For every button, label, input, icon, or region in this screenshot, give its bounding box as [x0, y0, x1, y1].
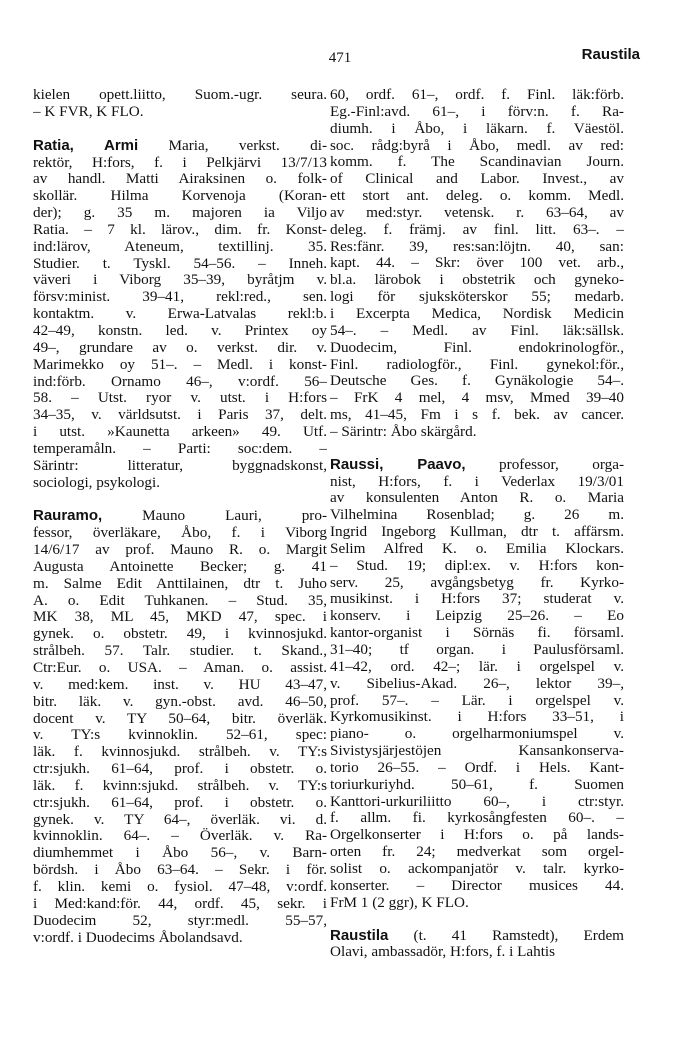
- entry-line: v. Sibelius-Akad. 26–, lektor 39–,: [330, 675, 624, 692]
- biography-entry: [330, 457, 624, 912]
- entry-line: – K FVR, K FLO.: [33, 103, 144, 120]
- entry-text: professor, orga-: [465, 456, 624, 473]
- entry-line: Vilhelmina Rosenblad; g. 26 m.: [330, 507, 624, 524]
- entry-continuation: [33, 87, 327, 121]
- entry-line: [330, 457, 624, 474]
- entry-headword: Raustila: [330, 927, 389, 944]
- entry-line: 31–40; tf organ. i Paulusförsaml.: [330, 642, 624, 658]
- entry-line: Studier. t. Tyskl. 54–56. – Inneh.: [33, 255, 327, 272]
- entry-line: der); g. 35 m. majoren ia Viljo: [33, 205, 327, 222]
- entry-line: – Särintr: Åbo skärgård.: [330, 423, 477, 440]
- entry-line: kvinnoklin. 64–. – Överläk. v. Ra-: [33, 828, 327, 845]
- entry-line: kontaktm. v. Erwa-Latvalas rekl:b.: [33, 306, 327, 323]
- entry-line: Orgelkonserter i H:fors o. på lands-: [330, 827, 624, 844]
- entry-headword: Rauramo,: [33, 508, 103, 525]
- entry-line: skollär. Hilma Korvenoja (Koran-: [33, 188, 327, 205]
- entry-line: ms, 41–45, Fm i s f. bek. av cancer.: [330, 407, 624, 424]
- entry-headword: Ratia, Armi: [33, 137, 139, 154]
- entry-line: rektör, H:fors, f. i Pelkjärvi 13/7/13: [33, 154, 327, 171]
- entry-line: Kanttori-urkuriliitto 60–, i ctr:styr.: [330, 793, 624, 810]
- entry-line: av med:styr. vetensk. r. 63–64, av: [330, 204, 624, 221]
- entry-line: sociologi, psykologi.: [33, 474, 160, 491]
- entry-line: ind:lärov, Ateneum, textillinj. 35.: [33, 238, 327, 255]
- entry-line: konserter. – Director musices 44.: [330, 877, 624, 894]
- entry-line: kielen opett.liitto, Suom.-ugr. seura.: [33, 87, 327, 103]
- entry-line: orten fr. 24; medverkat som orgel-: [330, 844, 624, 861]
- entry-line: m. Salme Edit Anttilainen, dtr t. Juho: [33, 575, 327, 592]
- entry-line: Eg.-Finl:avd. 61–, i förv:n. f. Ra-: [330, 103, 624, 120]
- entry-line: i Excerpta Medica, Nordisk Medicin: [330, 305, 624, 322]
- entry-line: 60, ordf. 61–, ordf. f. Finl. läk:förb.: [330, 87, 624, 103]
- running-head: Raustila: [581, 46, 640, 63]
- entry-line: bl.a. lärobok i obstetrik och gyneko-: [330, 272, 624, 289]
- entry-line: ctr:sjukh. 61–64, prof. i obstetr. o.: [33, 761, 327, 778]
- entry-line: diumhemmet i Åbo 56–, v. Barn-: [33, 845, 327, 862]
- entry-line: väveri i Viborg 35–39, byråtjm v.: [33, 272, 327, 289]
- biography-entry: [33, 508, 327, 946]
- entry-line: prof. 57–. – Lär. i orgelspel v.: [330, 692, 624, 709]
- entry-line: – FrK 4 mel, 4 msv, Mmed 39–40: [330, 390, 624, 407]
- entry-line: 42–49, konstn. led. v. Printex oy: [33, 322, 327, 339]
- entry-text: Maria, verkst. di-: [138, 137, 327, 154]
- entry-line: v. TY:s kvinnoklin. 52–61, spec:: [33, 727, 327, 744]
- entry-line: Sivistysjärjestöjen Kansankonserva-: [330, 743, 624, 760]
- entry-line: diumh. i Åbo, i läkarn. f. Väestöl.: [330, 120, 624, 137]
- entry-line: Duodecim 52, styr:medl. 55–57,: [33, 912, 327, 929]
- entry-line: toriurkuriyhd. 50–61, f. Suomen: [330, 776, 624, 793]
- page-number: 471: [328, 50, 352, 66]
- entry-line: 49–, grundare av o. verkst. dir. v.: [33, 339, 327, 356]
- entry-line: kapt. 44. – Skr: över 100 vet. arb.,: [330, 255, 624, 272]
- entry-line: [33, 508, 327, 525]
- entry-line: nist, H:fors, f. i Vederlax 19/3/01: [330, 473, 624, 490]
- entry-line: konserv. i Leipzig 25–26. – Eo: [330, 608, 624, 625]
- entry-text: Mauno Lauri, pro-: [102, 508, 327, 525]
- entry-line: bördsh. i Åbo 63–64. – Sekr. i för.: [33, 862, 327, 879]
- entry-line: gynek. o. obstetr. 49, i kvinnosjukd.: [33, 626, 327, 643]
- entry-line: A. o. Edit Tuhkanen. – Stud. 35,: [33, 592, 327, 609]
- entry-line: logi för sjuksköterskor 55; medarb.: [330, 289, 624, 306]
- entry-line: [330, 928, 624, 945]
- entry-line: komm. f. The Scandinavian Journ.: [330, 154, 624, 171]
- entry-line: – Stud. 19; dipl:ex. v. H:fors kon-: [330, 557, 624, 574]
- entry-continuation: [330, 87, 624, 441]
- entry-line: serv. 25, avgångsbetyg fr. Kyrko-: [330, 574, 624, 591]
- entry-line: torio 26–55. – Ordf. i Hels. Kant-: [330, 759, 624, 776]
- entry-line: piano- o. orgelharmoniumspel v.: [330, 726, 624, 743]
- entry-line: kantor-organist i Sörnäs fi. församl.: [330, 625, 624, 642]
- entry-line: fessor, överläkare, Åbo, f. i Viborg: [33, 525, 327, 542]
- entry-line: Kyrkomusikinst. i H:fors 33–51, i: [330, 709, 624, 726]
- entry-line: Deutsche Ges. f. Gynäkologie 54–.: [330, 373, 624, 390]
- entry-line: av handl. Matti Airaksinen o. folk-: [33, 171, 327, 188]
- entry-line: of Clinical and Labor. Invest., av: [330, 171, 624, 188]
- entry-line: Marimekko oy 51–. – Medl. i konst-: [33, 356, 327, 373]
- entry-text: (t. 41 Ramstedt), Erdem: [388, 927, 624, 944]
- entry-line: Duodecim, Finl. endokrinologför.,: [330, 339, 624, 356]
- entry-line: v:ordf. i Duodecims Åbolandsavd.: [33, 929, 243, 946]
- entry-line: soc. rådg:byrå i Åbo, medl. av red:: [330, 137, 624, 154]
- entry-line: f. klin. kemi o. fysiol. 47–48, v:ordf.: [33, 878, 327, 895]
- entry-line: av konsulenten Anton R. o. Maria: [330, 490, 624, 507]
- entry-line: FrM 1 (2 ggr), K FLO.: [330, 894, 469, 911]
- entry-line: i utst. »Kaunetta arkeen» 49. Utf.: [33, 424, 327, 441]
- entry-line: i Med:kand:för. 44, ordf. 45, sekr. i: [33, 895, 327, 912]
- entry-line: MK 38, ML 45, MKD 47, spec. i: [33, 609, 327, 626]
- entry-line: 54–. – Medl. av Finl. läk:sällsk.: [330, 322, 624, 339]
- entry-line: temperamåln. – Parti: soc:dem. –: [33, 440, 327, 457]
- entry-line: ind:förb. Ornamo 46–, v:ordf. 56–: [33, 373, 327, 390]
- entry-line: ett stort ant. deleg. o. komm. Medl.: [330, 188, 624, 205]
- right-column: [330, 87, 624, 961]
- entry-line: bitr. läk. v. gyn.-obst. avd. 46–50,: [33, 693, 327, 710]
- entry-line: Selim Alfred K. o. Emilia Klockars.: [330, 540, 624, 557]
- entry-line: ctr:sjukh. 61–64, prof. i obstetr. o.: [33, 794, 327, 811]
- entry-line: Res:fänr. 39, res:san:löjtn. 40, san:: [330, 238, 624, 255]
- entry-line: Augusta Antoinette Becker; g. 41: [33, 558, 327, 575]
- entry-line: gynek. v. TY 64–, överläk. vi. d.: [33, 811, 327, 828]
- entry-line: Finl. radiologför., Finl. gynekol:för.,: [330, 356, 624, 373]
- entry-line: 58. – Utst. ryor v. utst. i H:fors: [33, 390, 327, 407]
- entry-line: Ratia. – 7 kl. lärov., dim. fr. Konst-: [33, 221, 327, 238]
- entry-line: f. allm. fi. kyrkosångfesten 60–. –: [330, 810, 624, 827]
- left-column: [33, 87, 327, 946]
- biography-entry: [330, 928, 624, 962]
- entry-line: försv:minist. 39–41, rekl:red., sen.: [33, 289, 327, 306]
- entry-line: Olavi, ambassadör, H:fors, f. i Lahtis: [330, 944, 556, 961]
- entry-line: 41–42, ord. 42–; lär. i orgelspel v.: [330, 658, 624, 675]
- entry-line: läk. f. kvinnosjukd. strålbeh. v. TY:s: [33, 744, 327, 761]
- entry-line: [33, 138, 327, 155]
- biography-entry: [33, 138, 327, 492]
- entry-line: docent v. TY 50–64, bitr. överläk.: [33, 710, 327, 727]
- entry-line: läk. f. kvinn:sjukd. strålbeh. v. TY:s: [33, 777, 327, 794]
- entry-headword: Raussi, Paavo,: [330, 456, 466, 473]
- entry-line: musikinst. i H:fors 37; studerat v.: [330, 591, 624, 608]
- entry-line: Ctr:Eur. o. USA. – Aman. o. assist.: [33, 660, 327, 676]
- entry-line: strålbeh. 57. Talr. studier. t. Skand.,: [33, 643, 327, 660]
- entry-line: solist o. ackompanjatör v. talr. kyrko-: [330, 860, 624, 877]
- entry-line: deleg. f. främj. av finl. litt. 63–. –: [330, 221, 624, 238]
- entry-line: Ingrid Ingeborg Kullman, dtr t. affärsm.: [330, 524, 624, 541]
- entry-line: 14/6/17 av prof. Mauno R. o. Margit: [33, 542, 327, 559]
- entry-line: 34–35, v. världsutst. i Paris 37, delt.: [33, 407, 327, 424]
- entry-line: Särintr: litteratur, byggnadskonst,: [33, 457, 327, 474]
- entry-line: v. med:kem. inst. v. HU 43–47,: [33, 676, 327, 693]
